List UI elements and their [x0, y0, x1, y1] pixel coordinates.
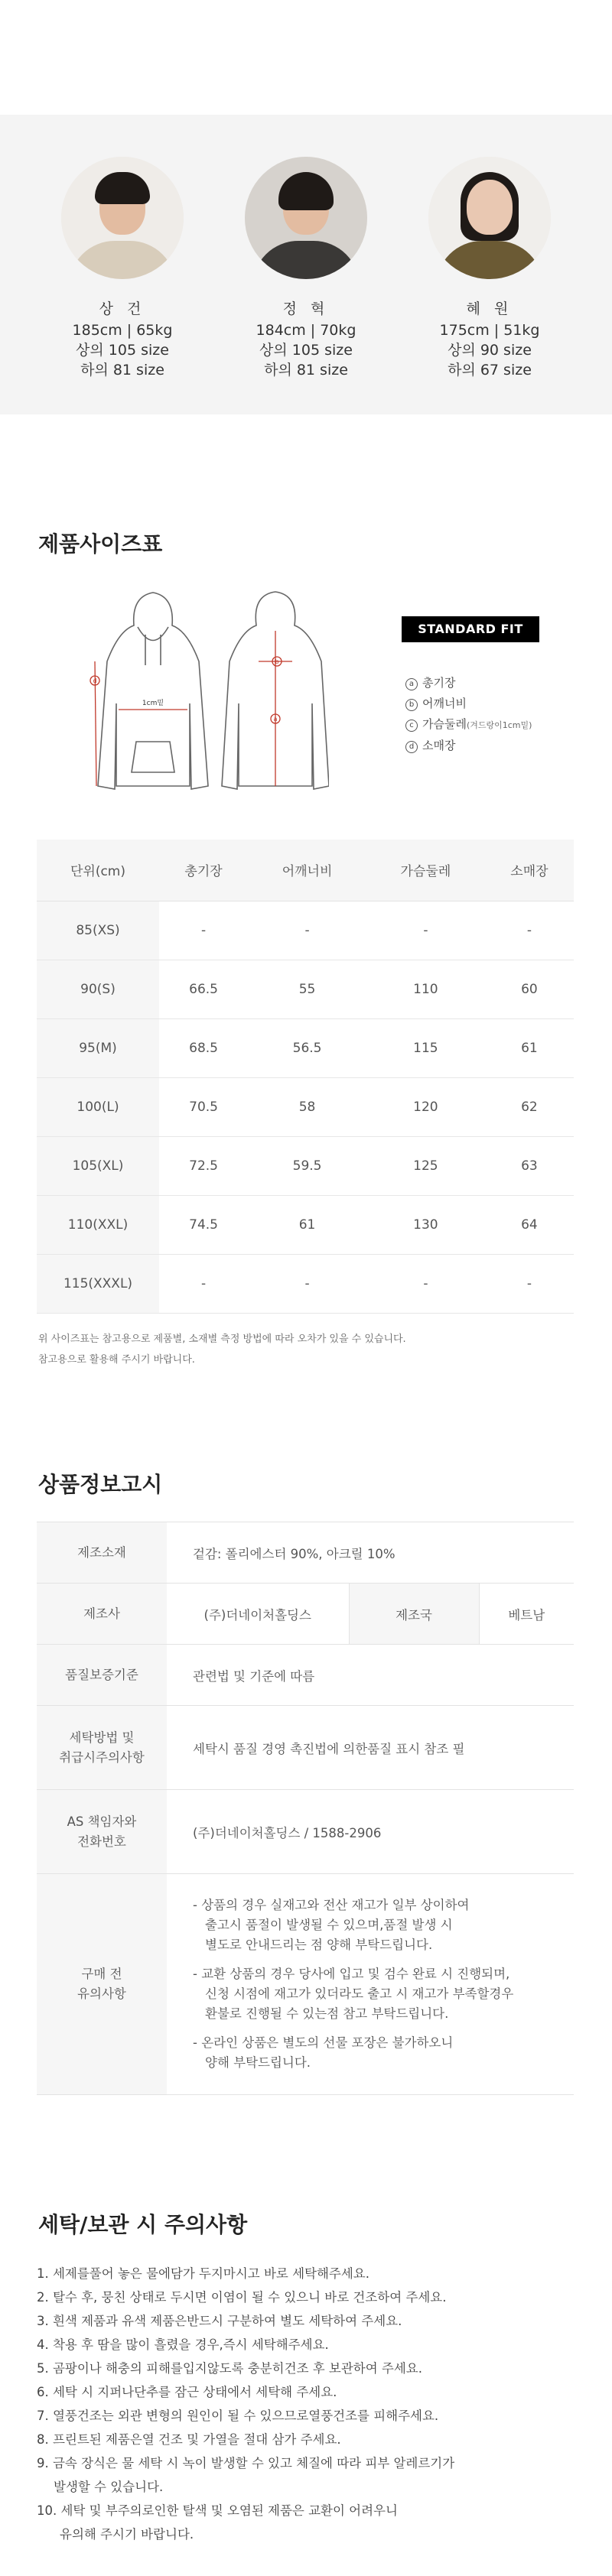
model-card [38, 115, 207, 414]
model-top-size: 상의 105 size [76, 342, 169, 359]
list-item: 2. 탈수 후, 뭉친 상태로 두시면 이염이 될 수 있으니 바로 건조하여 주세요. [37, 2290, 447, 2305]
list-item: 9. 금속 장식은 물 세탁 시 녹이 발생할 수 있고 체질에 따라 피부 알레르기가 [37, 2456, 455, 2470]
model-card [222, 115, 390, 414]
model-bottom-size: 하의 81 size [264, 362, 348, 378]
model-bottom-size: 하의 81 size [80, 362, 164, 378]
list-item: 1. 세제를풀어 놓은 물에담가 두지마시고 바로 세탁해주세요. [37, 2266, 369, 2281]
size-note: 위 사이즈표는 참고용으로 제품별, 소재별 측정 방법에 따라 오차가 있을 수 있습니다. 참고용으로 활용해 주시기 바랍니다. [38, 1333, 406, 1366]
model-top-size: 상의 105 size [259, 342, 353, 359]
caution-item: - 교환 상품의 경우 당사에 입고 및 검수 완료 시 진행되며, 신청 시점에 재고가 있더라도 출고 시 재고가 부족할경우 환불로 진행될 수 있는점 참고 부탁드립니다. [193, 1967, 514, 2021]
svg-text:d: d [93, 677, 97, 684]
product-info-table [37, 1522, 574, 2095]
model-photo [428, 157, 551, 279]
info-row-caution: 구매 전 유의사항 - 상품의 경우 실재고와 전산 재고가 일부 상이하여 출고시 품절이 발생될 수 있으며,품절 발생 시 별도로 안내드리는 점 양해 부탁드립니다. - 교환 상품의 경우 당사에 입고 및 검수 완료 시 진행되며, 신청 시점에 재고가 있더라도 출고 시 재고가 부족할경우 환불로 진행될 수 있는점 참고 부탁드립니다. - 온라인 상품은 별도의 선물 포장은 불가하오니 양해 부탁드립니다. [37, 1874, 574, 2095]
list-item: 발생할 수 있습니다. [54, 2480, 164, 2494]
info-row-quality: 품질보증기준 관련법 및 기준에 따름 [37, 1645, 574, 1706]
list-item: 8. 프린트된 제품은열 건조 및 가열을 절대 삼가 주세요. [37, 2432, 341, 2447]
info-section-title: 상품정보고시 [38, 1472, 163, 1497]
table-row: 110(XXL) 74.5 61 130 64 [37, 1195, 574, 1254]
table-row: 100(L) 70.5 58 120 62 [37, 1077, 574, 1136]
list-item: 10. 세탁 및 부주의로인한 탈색 및 오염된 제품은 교환이 어려우니 [37, 2503, 398, 2518]
list-item: 3. 흰색 제품과 유색 제품은반드시 구분하여 별도 세탁하여 주세요. [37, 2314, 402, 2328]
legend-item: c 가슴둘레(겨드랑이1cm밑) [405, 714, 532, 736]
wash-instructions [37, 2262, 572, 2546]
model-top-size: 상의 90 size [448, 342, 532, 359]
table-row: 85(XS) - - - - [37, 901, 574, 960]
model-body: 185cm | 65kg [72, 322, 173, 339]
legend-item: d 소매장 [405, 736, 532, 756]
measure-legend [405, 673, 532, 756]
chest-mark-label: 1cm밑 [142, 700, 164, 707]
list-item: 4. 착용 후 땀을 많이 흘렸을 경우,즉시 세탁해주세요. [37, 2337, 329, 2352]
size-section-title: 제품사이즈표 [38, 531, 163, 557]
caution-item: - 온라인 상품은 별도의 선물 포장은 불가하오니 양해 부탁드립니다. [193, 2035, 454, 2070]
model-body: 184cm | 70kg [256, 322, 356, 339]
size-table-header: 단위(cm) 총기장 어깨너비 가슴둘레 소매장 [37, 840, 574, 901]
list-item: 유의해 주시기 바랍니다. [60, 2527, 194, 2542]
caution-item: - 상품의 경우 실재고와 전산 재고가 일부 상이하여 출고시 품절이 발생될 수 있으며,품절 발생 시 별도로 안내드리는 점 양해 부탁드립니다. [193, 1898, 470, 1952]
model-photo [61, 157, 184, 279]
table-row: 105(XL) 72.5 59.5 125 63 [37, 1136, 574, 1195]
table-row: 90(S) 66.5 55 110 60 [37, 960, 574, 1018]
table-row: 115(XXXL) - - - - [37, 1254, 574, 1313]
model-bottom-size: 하의 67 size [448, 362, 532, 378]
table-row: 95(M) 68.5 56.5 115 61 [37, 1018, 574, 1077]
list-item: 5. 곰팡이나 해충의 피해를입지않도록 충분히건조 후 보관하여 주세요. [37, 2361, 422, 2376]
size-table [37, 840, 574, 1314]
info-row-as: AS 책임자와 전화번호 (주)더네이처홀딩스 / 1588-2906 [37, 1790, 574, 1874]
svg-text:b: b [275, 658, 279, 665]
model-body: 175cm | 51kg [439, 322, 540, 339]
svg-text:a: a [273, 716, 278, 723]
wash-section-title: 세탁/보관 시 주의사항 [38, 2212, 248, 2237]
list-item: 7. 열풍건조는 외관 변형의 원인이 될 수 있으므로열풍건조를 피해주세요. [37, 2409, 439, 2423]
legend-item: a 총기장 [405, 673, 532, 694]
fit-badge: STANDARD FIT [402, 616, 539, 642]
info-row-wash: 세탁방법 및 취급시주의사항 세탁시 품질 경영 촉진법에 의한품질 표시 참조 필 [37, 1706, 574, 1790]
info-row-maker: 제조사 (주)더네이처홀딩스 제조국 베트남 [37, 1584, 574, 1645]
list-item: 6. 세탁 시 지퍼나단추를 잠근 상태에서 세탁해 주세요. [37, 2385, 337, 2399]
hoodie-size-diagram [76, 589, 329, 795]
model-info-band [0, 115, 612, 414]
info-row-material: 제조소재 겉감: 폴리에스터 90%, 아크릴 10% [37, 1522, 574, 1584]
model-name: 혜 원 [466, 300, 513, 317]
model-name: 정 혁 [282, 300, 330, 317]
model-name: 상 건 [99, 300, 146, 317]
legend-item: b 어깨너비 [405, 694, 532, 714]
model-card [405, 115, 574, 414]
model-photo [245, 157, 367, 279]
